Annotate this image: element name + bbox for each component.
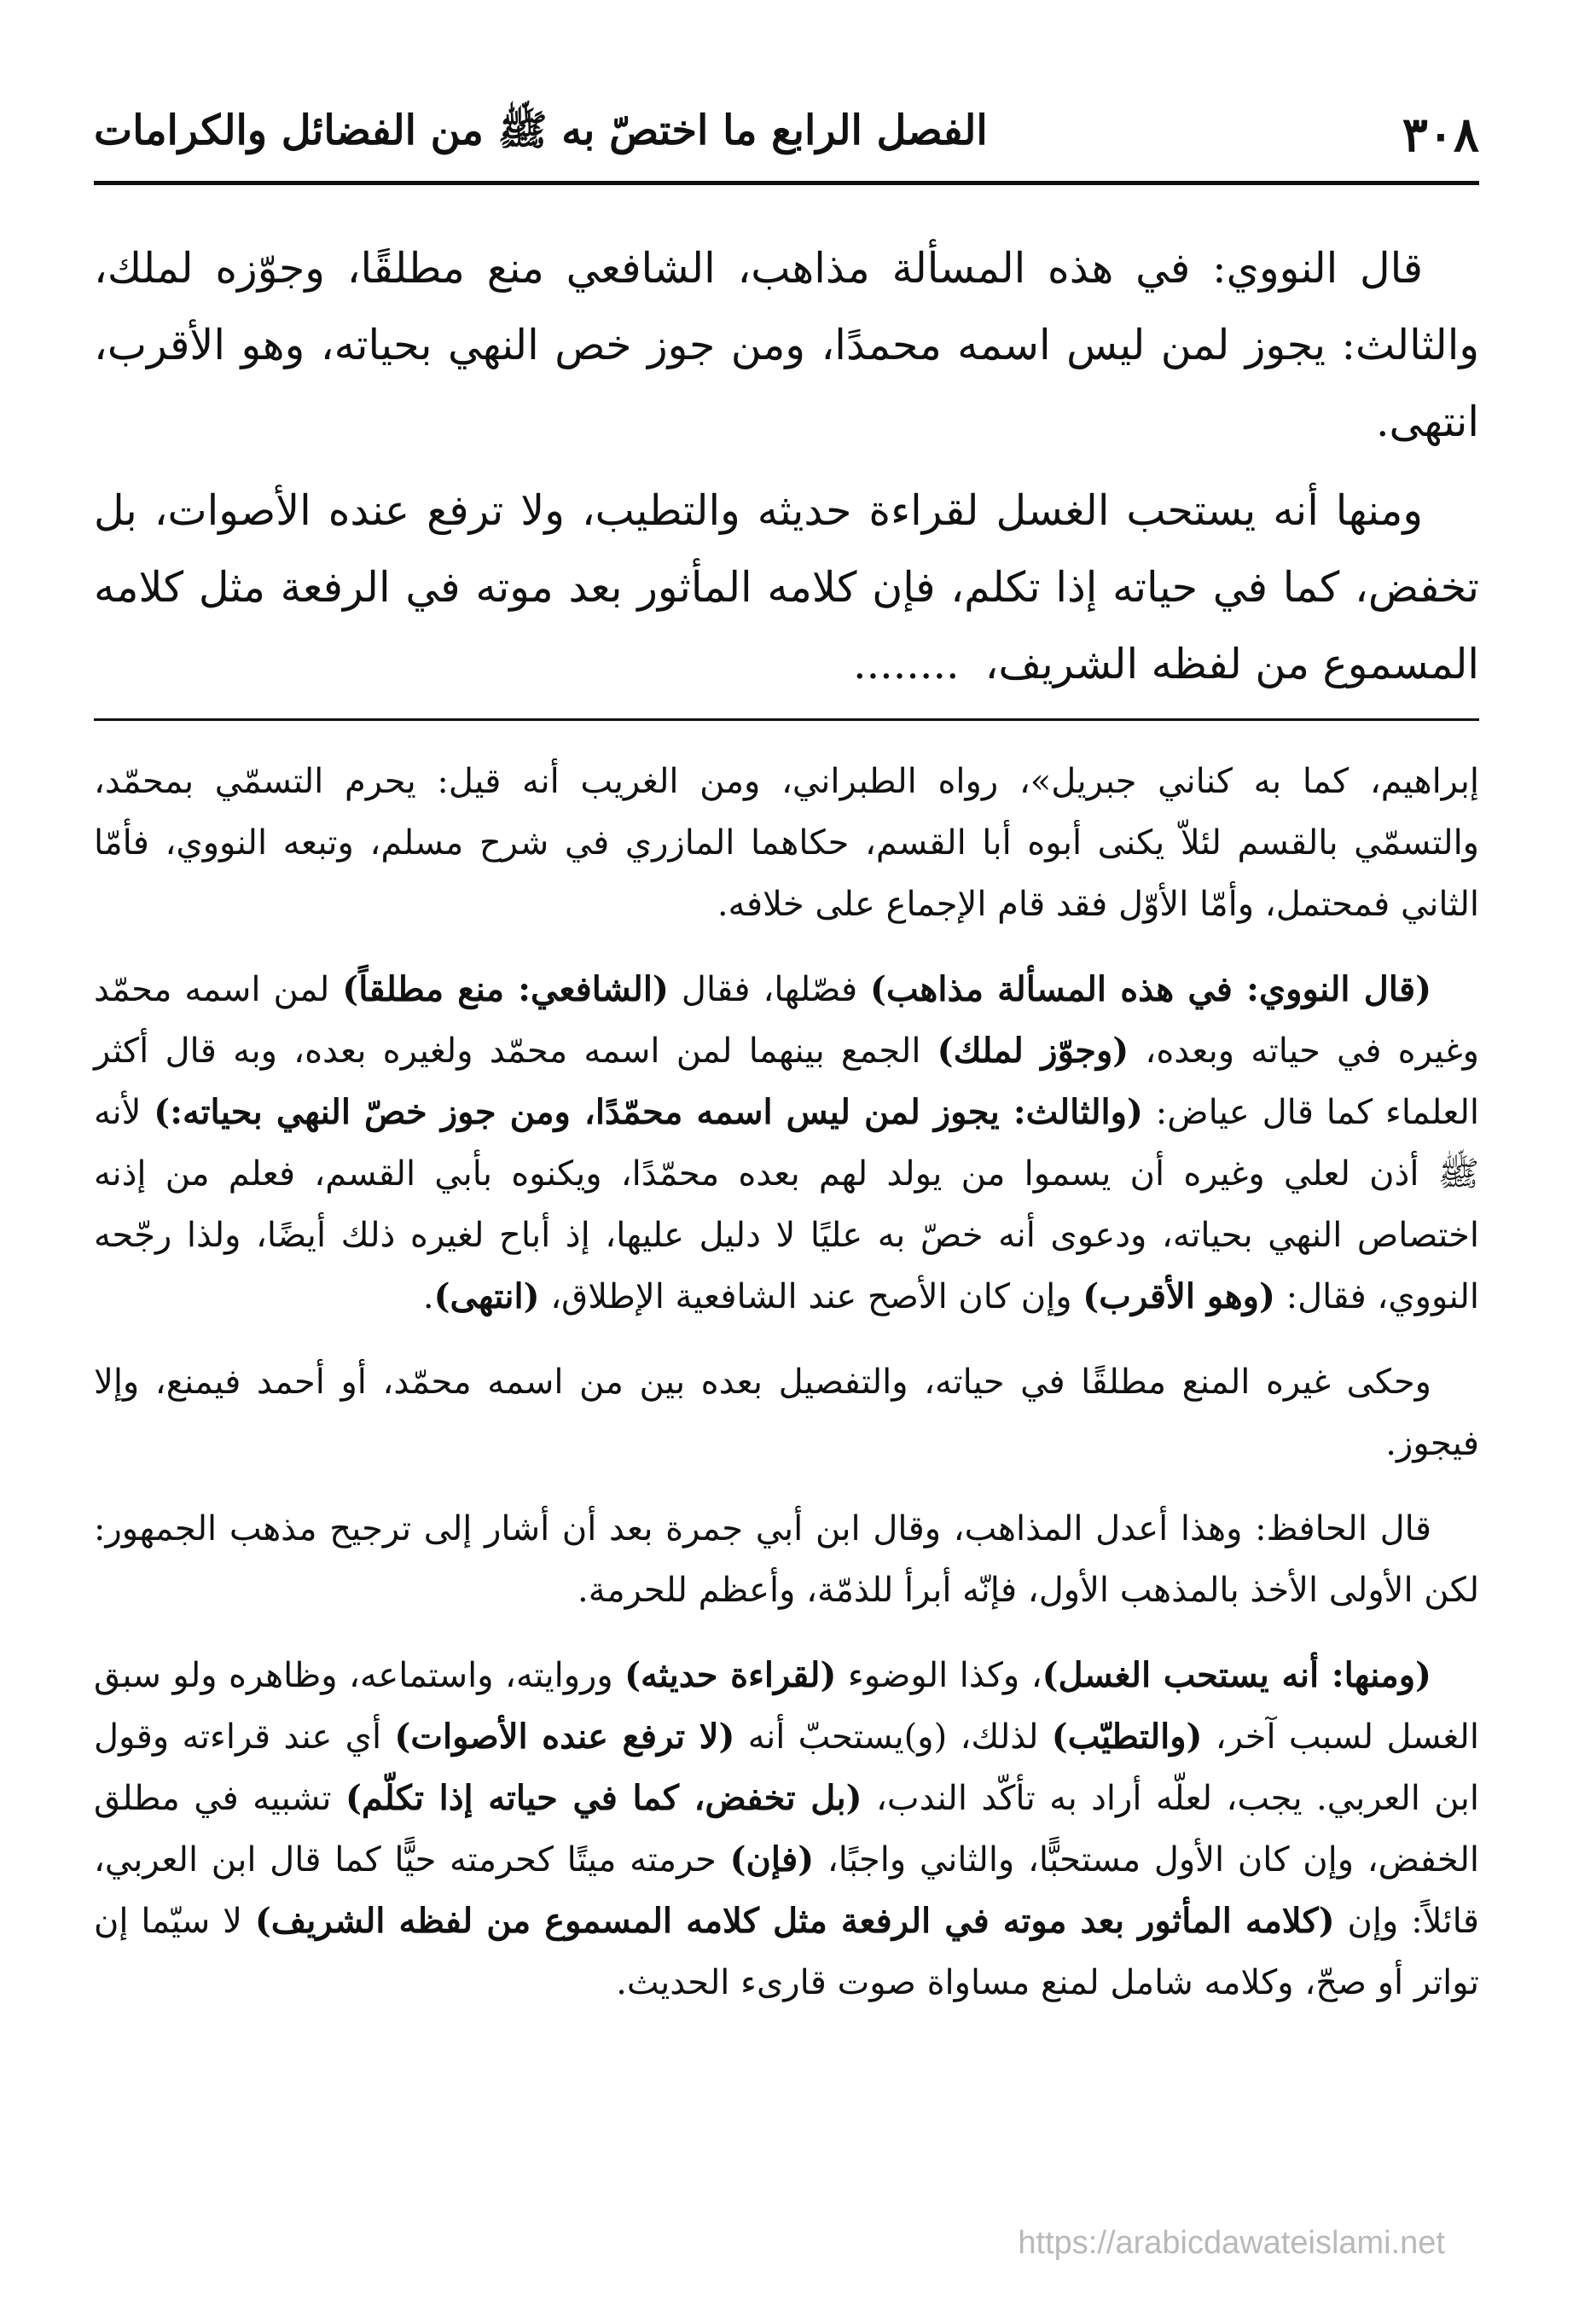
commentary-paragraph: (ومنها: أنه يستحب الغسل)، وكذا الوضوء (لقراءة حديثه) وروايته، واستماعه، وظاهره ولو سبق الغسل لسبب آخر، (والتطيّب) لذلك، (و)يستحبّ أنه (لا ترفع عنده الأصوات) أي عند قراءته وقول ابن العربي. يجب، لعلّه أراد به تأكّد الندب، (بل تخفض، كما في حياته إذا تكلّم) تشبيه في مطلق الخفض، وإن كان الأول مستحبًّا، والثاني واجبًا، (فإن) حرمته ميتًا كحرمته حيًّا كما قال ابن العربي، قائلاً: وإن (كلامه المأثور بعد موته في الرفعة مثل كلامه المسموع من لفظه الشريف) لا سيّما إن تواتر أو صحّ، وكلامه شامل لمنع مساواة صوت قارىء الحديث. xyxy=(94,1655,1480,2002)
commentary xyxy=(94,751,1479,2037)
continuation-dots: ........ xyxy=(853,640,960,688)
page-number: ٣٠٨ xyxy=(1402,107,1479,163)
chapter-title: الفصل الرابع ما اختصّ به ﷺ من الفضائل والكرامات xyxy=(94,106,988,154)
main-text xyxy=(94,230,1479,715)
commentary-paragraph: (قال النووي: في هذه المسألة مذاهب) فصّلها، فقال (الشافعي: منع مطلقاً) لمن اسمه محمّد وغيره في حياته وبعده، (وجوّز لملك) الجمع بينهما لمن اسمه محمّد ولغيره بعده، وبه قال أكثر العلماء كما قال عياض: (والثالث: يجوز لمن ليس اسمه محمّدًا، ومن جوز خصّ النهي بحياته:) لأنه ﷺ أذن لعلي وغيره أن يسموا من يولد لهم بعده محمّدًا، ويكنوه بأبي القسم، فعلم من إذنه اختصاص النهي بحياته، ودعوى أنه خصّ به عليًا لا دليل عليها، إذ أباح لغيره ذلك أيضًا، ولذا رجّحه النووي، فقال: (وهو الأقرب) وإن كان الأصح عند الشافعية الإطلاق، (انتهى). xyxy=(94,969,1479,1316)
commentary-paragraph: قال الحافظ: وهذا أعدل المذاهب، وقال ابن أبي جمرة بعد أن أشار إلى ترجيح مذهب الجمهور: لكن الأولى الأخذ بالمذهب الأول، فإنّه أبرأ للذمّة، وأعظم للحرمة. xyxy=(94,1509,1479,1610)
header-rule xyxy=(94,181,1479,185)
source-watermark: https://arabicdawateislami.net xyxy=(1018,2225,1445,2261)
commentary-paragraph: وحكى غيره المنع مطلقًا في حياته، والتفصيل بعده بين من اسمه محمّد، أو أحمد فيمنع، وإلا فيجوز. xyxy=(94,1362,1479,1463)
main-text-paragraph: ومنها أنه يستحب الغسل لقراءة حديثه والتطيب، ولا ترفع عنده الأصوات، بل تخفض، كما في حياته إذا تكلم، فإن كلامه المأثور بعد موته في الرفعة مثل كلامه المسموع من لفظه الشريف،........ xyxy=(94,486,1479,688)
main-text-paragraph: قال النووي: في هذه المسألة مذاهب، الشافعي منع مطلقًا، وجوّزه لملك، والثالث: يجوز لمن ليس اسمه محمدًا، ومن جوز خص النهي بحياته، وهو الأقرب، انتهى. xyxy=(94,244,1479,446)
commentary-separator xyxy=(94,718,1479,721)
commentary-paragraph: إبراهيم، كما به كناني جبريل»، رواه الطبراني، ومن الغريب أنه قيل: يحرم التسمّي بمحمّد، والتسمّي بالقسم لئلاّ يكنى أبوه أبا القسم، حكاهما المازري في شرح مسلم، وتبعه النووي، فأمّا الثاني فمحتمل، وأمّا الأوّل فقد قام الإجماع على خلافه. xyxy=(94,762,1480,924)
running-header xyxy=(94,101,1479,169)
